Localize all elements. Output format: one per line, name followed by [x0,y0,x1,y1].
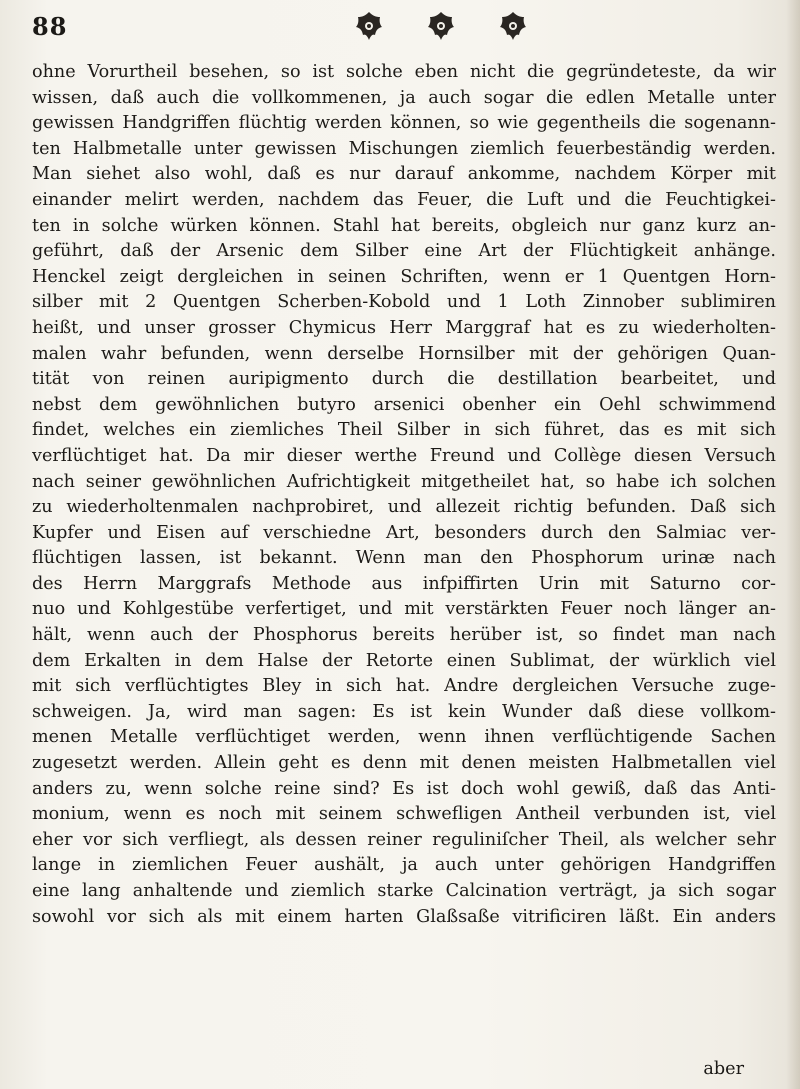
text-line: gewissen Handgriffen flüchtig werden können, so wie gegentheils die sogenann- [32,113,776,134]
catchword: aber [703,1059,744,1079]
text-line: heißt, und unser grosser Chymicus Herr Marggraf hat es zu wiederholten- [32,317,776,338]
text-line: geführt, daß der Arsenic dem Silber eine Art der Flüchtigkeit anhänge. [32,241,776,262]
text-line: wissen, daß auch die vollkommenen, ja auch sogar die edlen Metalle unter [32,87,776,108]
text-line: Kupfer und Eisen auf verschiedne Art, besonders durch den Salmiac ver- [32,522,776,543]
text-line: ten in solche würken können. Stahl hat bereits, obgleich nur ganz kurz an- [32,215,776,236]
page-number: 88 [32,12,68,41]
page-header [32,8,768,48]
text-line: monium, wenn es noch mit seinem schwefligen Antheil verbunden ist, viel [32,804,776,825]
text-line: lange in ziemlichen Feuer aushält, ja auch unter gehörigen Handgriffen [32,855,776,876]
text-line: zu wiederholtenmalen nachprobiret, und allezeit richtig befunden. Daß sich [32,497,776,518]
text-line: eher vor sich verfliegt, als dessen reiner reguliniſcher Theil, als welcher sehr [32,829,776,850]
text-line: einander melirt werden, nachdem das Feuer, die Luft und die Feuchtigkei- [32,189,776,210]
fleuron-icon [354,10,384,42]
text-line: anders zu, wenn solche reine sind? Es ist doch wohl gewiß, daß das Anti- [32,778,776,799]
text-line: nuo und Kohlgestübe verfertiget, und mit verstärkten Feuer noch länger an- [32,599,776,620]
text-line: zugesetzt werden. Allein geht es denn mit denen meisten Halbmetallen viel [32,753,776,774]
text-line: malen wahr befunden, wenn derselbe Hornsilber mit der gehörigen Quan- [32,343,776,364]
text-line: Man siehet also wohl, daß es nur darauf ankomme, nachdem Körper mit [32,164,776,185]
text-line: ten Halbmetalle unter gewissen Mischungen ziemlich feuerbeständig werden. [32,138,776,159]
text-line: verflüchtiget hat. Da mir dieser werthe Freund und Collège diesen Versuch [32,445,776,466]
text-line: silber mit 2 Quentgen Scherben-Kobold und 1 Loth Zinnober sublimiren [32,292,776,313]
text-line: findet, welches ein ziemliches Theil Silber in sich führet, das es mit sich [32,420,776,441]
text-line: Henckel zeigt dergleichen in seinen Schriften, wenn er 1 Quentgen Horn- [32,266,776,287]
text-line: eine lang anhaltende und ziemlich starke Calcination verträgt, ja sich sogar [32,881,776,901]
text-line: dem Erkalten in dem Halse der Retorte einen Sublimat, der würklich viel [32,650,776,671]
text-line: hält, wenn auch der Phosphorus bereits herüber ist, so findet man nach [32,625,776,646]
text-line: sowohl vor sich als mit einem harten Glaßsaße vitrificiren läßt. Ein anders [32,906,776,927]
fleuron-icon [498,10,528,42]
text-line: schweigen. Ja, wird man sagen: Es ist kein Wunder daß diese vollkom- [32,701,776,722]
fleuron-icon [426,10,456,42]
text-line: nach seiner gewöhnlichen Aufrichtigkeit mitgetheilet hat, so habe ich solchen [32,471,776,492]
text-line: tität von reinen auripigmento durch die destillation bearbeitet, und [32,369,776,390]
body-text [32,60,776,930]
text-line: menen Metalle verflüchtiget werden, wenn ihnen verflüchtigende Sachen [32,727,776,748]
text-line: mit sich verflüchtigtes Bley in sich hat. Andre dergleichen Versuche zuge- [32,676,776,697]
text-line: des Herrn Marggrafs Methode aus infpiffirten Urin mit Saturno cor- [32,573,776,594]
text-line: ohne Vorurtheil besehen, so ist solche eben nicht die gegründeteste, da wir [32,62,776,82]
text-line: flüchtigen lassen, ist bekannt. Wenn man den Phosphorum urinæ nach [32,548,776,569]
header-ornaments [354,10,528,42]
text-line: nebst dem gewöhnlichen butyro arsenici obenher ein Oehl schwimmend [32,394,776,415]
